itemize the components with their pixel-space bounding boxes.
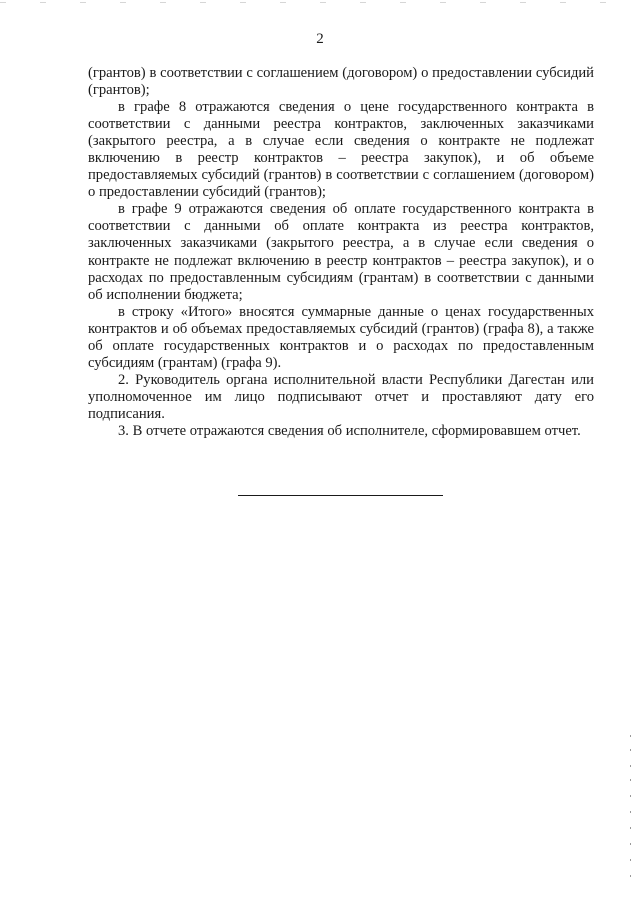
scan-margin-marks xyxy=(630,735,632,885)
paragraph-continuation: (грантов) в соответствии с соглашением (договором) о предоставлении субсидий (грантов); xyxy=(88,65,594,99)
paragraph-column-8: в графе 8 отражаются сведения о цене государственного контракта в соответствии с данными реестра контрактов, заключенных заказчиками (закрытого реестра, а в случае если сведения о контракте не подлежат включению в реестр контрактов – реестра закупок), и об объеме предоставляемых субсидий (грантов) в соответствии с соглашением (договором) о предоставлении субсидий (грантов); xyxy=(88,99,594,201)
paragraph-total-row: в строку «Итого» вносятся суммарные данные о ценах государственных контрактов и об объемах предоставляемых субсидий (грантов) (графа 8), а также об оплате государственных контрактов и о расходах по предоставленным субсидиям (грантам) (графа 9). xyxy=(88,303,594,371)
document-body xyxy=(88,65,594,440)
end-separator-line xyxy=(238,495,443,496)
page-number: 2 xyxy=(316,31,324,47)
paragraph-column-9: в графе 9 отражаются сведения об оплате государственного контракта в соответствии с данными об оплате контракта из реестра контрактов, заключенных заказчиками (закрытого реестра, а в случае если сведения о контракте не подлежат включению в реестр контрактов – реестра закупок), и о расходах по предоставленным субсидиям (грантам) в соответствии с данными об исполнении бюджета; xyxy=(88,201,594,303)
paragraph-item-2: 2. Руководитель органа исполнительной власти Республики Дагестан или уполномоченное им лицо подписывают отчет и проставляют дату его подписания. xyxy=(88,371,594,422)
paragraph-item-3: 3. В отчете отражаются сведения об исполнителе, сформировавшем отчет. xyxy=(118,422,581,439)
scan-top-edge xyxy=(0,2,640,3)
